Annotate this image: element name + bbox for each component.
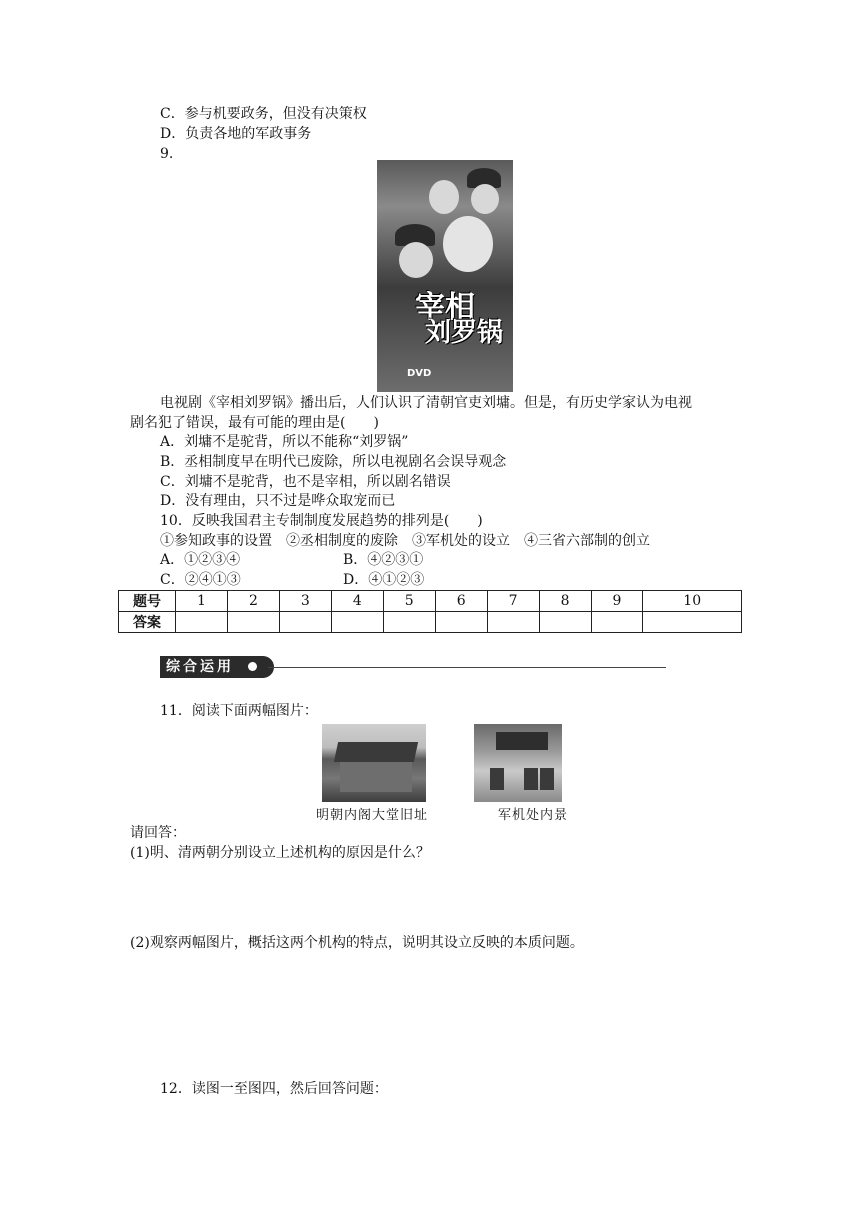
answer-cell[interactable] [279,612,331,633]
answer-table-number-row [119,591,742,612]
answer-table-number: 8 [539,591,591,612]
answer-cell[interactable] [539,612,591,633]
answer-table-header-label: 题号 [119,591,176,612]
q9-option-b: B．丞相制度早在明代已废除，所以电视剧名会误导观念 [160,454,507,470]
q8-option-c: C．参与机要政务，但没有决策权 [160,106,367,122]
photo-caption-2: 军机处内景 [498,808,569,823]
answer-table [118,590,742,633]
answer-cell[interactable] [591,612,643,633]
q9-option-d: D．没有理由，只不过是哗众取宠而已 [160,493,396,509]
answer-cell[interactable] [643,612,742,633]
q11-part1: (1)明、清两朝分别设立上述机构的原因是什么？ [130,845,430,861]
section-divider [268,667,666,668]
q9-stem-line2: 剧名犯了错误，最有可能的理由是( ) [130,415,379,431]
q9-option-c: C．刘墉不是驼背，也不是宰相，所以剧名错误 [160,474,451,490]
poster-dvd-label: DVD [407,368,432,379]
answer-table-answer-row [119,612,742,633]
answer-table-number: 1 [176,591,228,612]
answer-cell[interactable] [435,612,487,633]
answer-cell[interactable] [227,612,279,633]
answer-cell[interactable] [331,612,383,633]
tv-drama-poster-image [377,160,513,392]
answer-table-number: 3 [279,591,331,612]
q11-part2: (2)观察两幅图片，概括这两个机构的特点，说明其设立反映的本质问题。 [130,935,584,951]
q8-option-d: D．负责各地的军政事务 [160,126,312,142]
grand-council-interior-photo [474,724,562,802]
answer-table-number: 2 [227,591,279,612]
q10-option-a: A．①②③④ [160,552,241,568]
q9-option-a: A．刘墉不是驼背，所以不能称“刘罗锅” [160,434,409,450]
q10-items: ①参知政事的设置 ②丞相制度的废除 ③军机处的设立 ④三省六部制的创立 [160,533,650,549]
poster-title-top: 宰相 [415,290,475,325]
answer-table-number: 7 [487,591,539,612]
answer-table-number: 10 [643,591,742,612]
q9-number: 9. [160,146,174,162]
photo-caption-1: 明朝内阁大堂旧址 [316,808,429,823]
poster-title-bottom: 刘罗锅 [425,318,504,348]
answer-table-number: 9 [591,591,643,612]
answer-table-number: 4 [331,591,383,612]
answer-table-number: 5 [383,591,435,612]
q11-stem: 11．阅读下面两幅图片： [160,703,318,719]
answer-table-number: 6 [435,591,487,612]
q10-option-b: B．④②③① [343,552,424,568]
q10-option-c: C．②④①③ [160,572,241,588]
q9-stem-line1: 电视剧《宰相刘罗锅》播出后，人们认识了清朝官吏刘墉。但是，有历史学家认为电视 [160,395,692,411]
q12-stem: 12．读图一至图四，然后回答问题： [160,1081,388,1097]
q10-option-d: D．④①②③ [343,572,425,588]
q11-prompt: 请回答： [130,825,186,841]
answer-cell[interactable] [176,612,228,633]
answer-cell[interactable] [383,612,435,633]
answer-table-answer-label: 答案 [119,612,176,633]
ming-cabinet-hall-photo [322,724,426,802]
bullet-icon [248,662,257,671]
q10-stem: 10．反映我国君主专制制度发展趋势的排列是( ) [160,513,483,529]
answer-cell[interactable] [487,612,539,633]
section-title: 综合运用 [160,656,274,678]
